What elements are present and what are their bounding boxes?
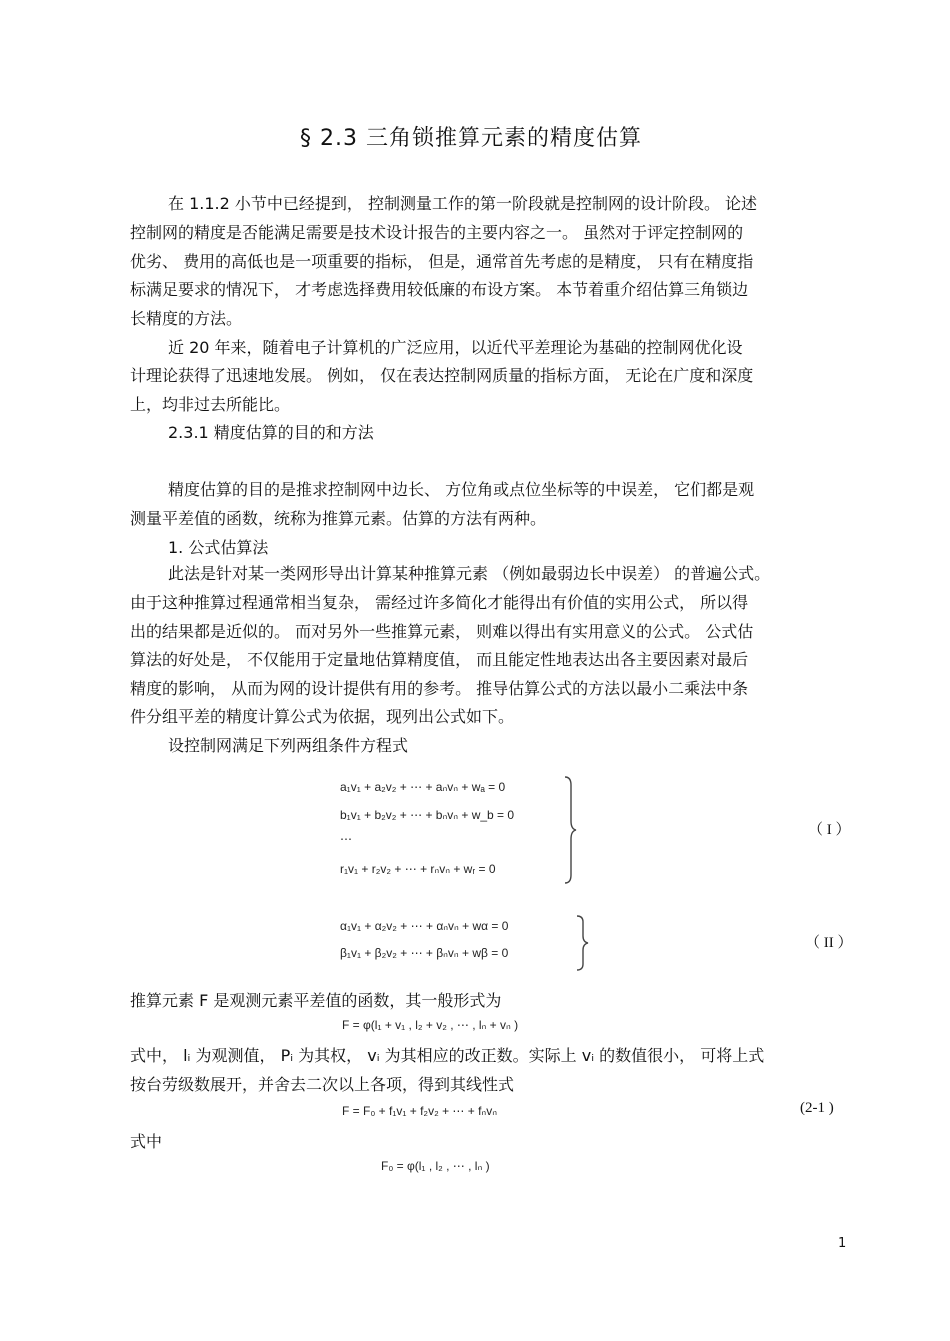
text-line: 由于这种推算过程通常相当复杂， 需经过许多简化才能得出有价值的实用公式， 所以得	[130, 593, 749, 612]
text-line: 此法是针对某一类网形导出计算某种推算元素 （例如最弱边长中误差） 的普遍公式。	[168, 564, 771, 583]
page-number: 1	[838, 1236, 847, 1251]
text-line: 式中	[130, 1132, 163, 1151]
equation-tag: (2-1 )	[800, 1100, 834, 1116]
right-brace-icon	[575, 914, 589, 972]
text-line: 控制网的精度是否能满足需要是技术设计报告的主要内容之一。 虽然对于评定控制网的	[130, 223, 744, 242]
equation-line: F = φ(l₁ + v₁ , l₂ + v₂ , ⋯ , lₙ + vₙ )	[342, 1018, 519, 1032]
equation-line: α₁v₁ + α₂v₂ + ⋯ + αₙvₙ + wα = 0	[340, 919, 509, 933]
text-line: 优劣、 费用的高低也是一项重要的指标， 但是，通常首先考虑的是精度， 只有在精度指	[130, 252, 754, 271]
equation-line: r₁v₁ + r₂v₂ + ⋯ + rₙvₙ + wᵣ = 0	[340, 862, 496, 876]
text-line: 精度的影响， 从而为网的设计提供有用的参考。 推导估算公式的方法以最小二乘法中条	[130, 679, 749, 698]
text-line: 按台劳级数展开，并舍去二次以上各项，得到其线性式	[130, 1075, 515, 1094]
list-item-heading: 1. 公式估算法	[168, 538, 269, 557]
text-line: 出的结果都是近似的。 而对另外一些推算元素， 则难以得出有实用意义的公式。 公式估	[130, 622, 754, 641]
text-line: 计理论获得了迅速地发展。 例如， 仅在表达控制网质量的指标方面， 无论在广度和深度	[130, 366, 754, 385]
equation-line: F = F₀ + f₁v₁ + f₂v₂ + ⋯ + fₙvₙ	[342, 1104, 497, 1118]
text-line: 上，均非过去所能比。	[130, 395, 291, 414]
text-line: 件分组平差的精度计算公式为依据，现列出公式如下。	[130, 707, 515, 726]
text-line: 设控制网满足下列两组条件方程式	[168, 736, 409, 755]
text-line: 式中， lᵢ 为观测值， Pᵢ 为其权， vᵢ 为其相应的改正数。实际上 vᵢ 的数值很小， 可将上式	[130, 1046, 765, 1065]
equation-tag: （ II ）	[805, 935, 853, 951]
equation-line: b₁v₁ + b₂v₂ + ⋯ + bₙvₙ + w_b = 0	[340, 808, 515, 822]
text-line: 在 1.1.2 小节中已经提到， 控制测量工作的第一阶段就是控制网的设计阶段。 论述	[168, 194, 758, 213]
equation-tag: （ I ）	[808, 822, 851, 838]
equation-line: ⋯	[340, 832, 352, 846]
equation-line: F₀ = φ(l₁ , l₂ , ⋯ , lₙ )	[381, 1159, 490, 1173]
section-title: § 2.3 三角锁推算元素的精度估算	[300, 126, 642, 151]
text-line: 推算元素 F 是观测元素平差值的函数，其一般形式为	[130, 991, 502, 1010]
text-line: 精度估算的目的是推求控制网中边长、 方位角或点位坐标等的中误差， 它们都是观	[168, 480, 755, 499]
equation-line: a₁v₁ + a₂v₂ + ⋯ + aₙvₙ + wₐ = 0	[340, 780, 506, 794]
right-brace-icon	[563, 775, 577, 885]
equation-line: β₁v₁ + β₂v₂ + ⋯ + βₙvₙ + wβ = 0	[340, 946, 509, 960]
text-line: 长精度的方法。	[130, 309, 243, 328]
subsection-heading: 2.3.1 精度估算的目的和方法	[168, 423, 374, 442]
text-line: 测量平差值的函数，统称为推算元素。估算的方法有两种。	[130, 509, 547, 528]
text-line: 标满足要求的情况下， 才考虑选择费用较低廉的布设方案。 本节着重介绍估算三角锁边	[130, 280, 749, 299]
text-line: 近 20 年来，随着电子计算机的广泛应用，以近代平差理论为基础的控制网优化设	[168, 338, 743, 357]
text-line: 算法的好处是， 不仅能用于定量地估算精度值， 而且能定性地表达出各主要因素对最后	[130, 650, 749, 669]
